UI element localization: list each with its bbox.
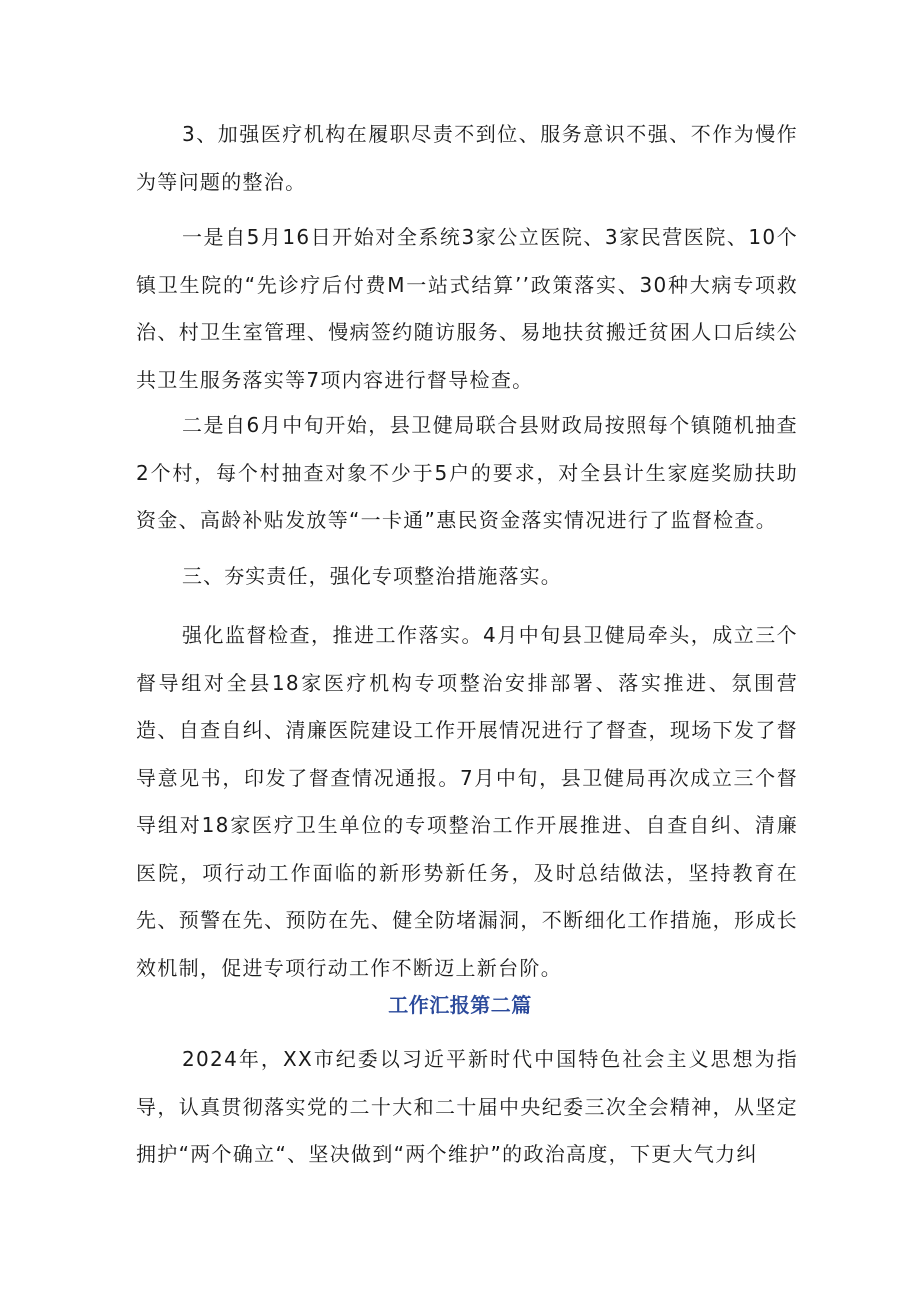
section-title: 工作汇报第二篇 — [388, 993, 532, 1017]
heading-section-three: 三、夯实责任，强化专项整治措施落实。 — [182, 564, 562, 588]
paragraph-rectification-item-3: 3、加强医疗机构在履职尽责不到位、服务意识不强、不作为慢作为等问题的整治。 — [136, 122, 798, 194]
paragraph-second-report-intro: 2024年，XX市纪委以习近平新时代中国特色社会主义思想为指导，认真贯彻落实党的二十大和二十届中央纪委三次全会精神，从坚定拥护“两个确立“、坚决做到“两个维护”的政治高度，下更大气力纠 — [136, 1047, 798, 1166]
paragraph-supervision: 强化监督检查，推进工作落实。4月中旬县卫健局牵头，成立三个督导组对全县18家医疗机构专项整治安排部署、落实推进、氛围营造、自查自纠、清廉医院建设工作开展情况进行了督查，现场下发了督导意见书，印发了督查情况通报。7月中旬，县卫健局再次成立三个督导组对18家医疗卫生单位的专项整治工作开展推进、自查自纠、清廉医院，项行动工作面临的新形势新任务，及时总结做法，坚持教育在先、预警在先、预防在先、健全防堵漏洞，不断细化工作措施，形成长效机制，促进专项行动工作不断迈上新台阶。 — [136, 623, 798, 980]
paragraph-inspection-first: 一是自5月16日开始对全系统3家公立医院、3家民营医院、10个镇卫生院的“先诊疗后付费M一站式结算’’政策落实、30种大病专项救治、村卫生室管理、慢病签约随访服务、易地扶贫搬迁贫困人口后续公共卫生服务落实等7项内容进行督导检查。 — [136, 225, 798, 392]
paragraph-inspection-second: 二是自6月中旬开始，县卫健局联合县财政局按照每个镇随机抽查2个村，每个村抽查对象不少于5户的要求，对全县计生家庭奖励扶助资金、高龄补贴发放等“一卡通”惠民资金落实情况进行了监督检查。 — [136, 413, 798, 532]
